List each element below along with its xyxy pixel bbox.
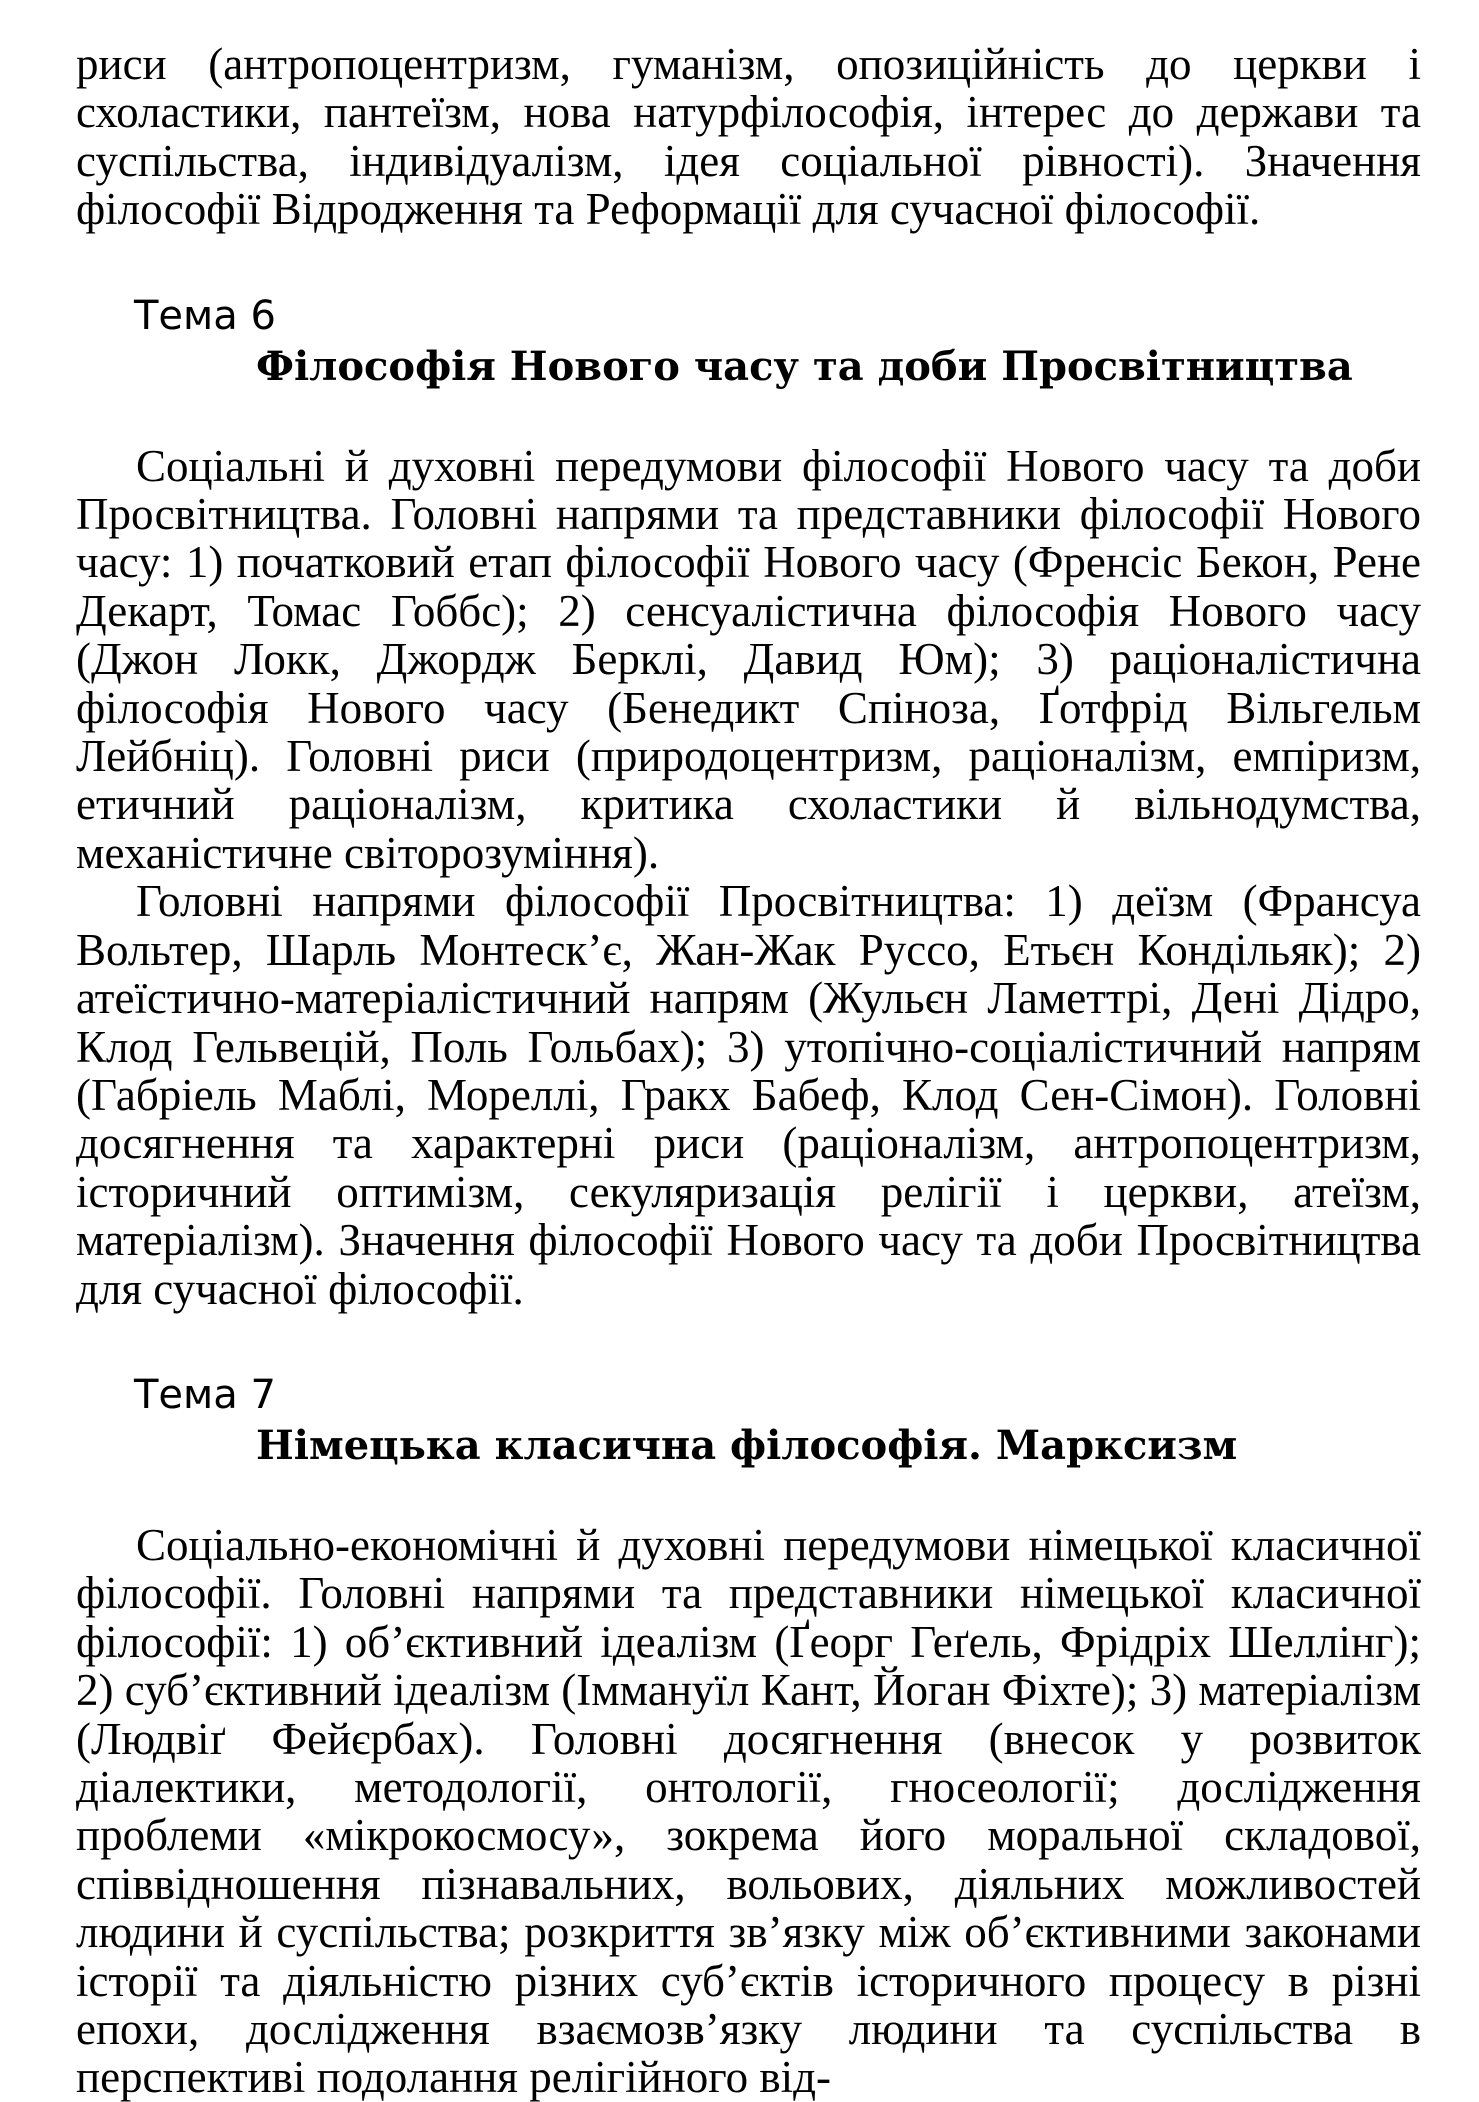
topic-6-label: Тема 6 [134, 292, 276, 339]
topic-6-paragraph-2: Головні напрями філософії Просвітництва: 1) деїзм (Франсуа Вольтер, Шарль Монтеск’є, Жан-Жак Руссо, Етьєн Кондільяк); 2) атеїстично-матеріалістичний напрям (Жульєн Ламеттрі, Дені Дідро, Клод Гельвецій, Поль Гольбах); 3) утопічно-соціалістичний напрям (Габріель Маблі, Мореллі, Гракх Бабеф, Клод Сен-Сімон). Головні досягнення та характерні риси (раціоналізм, антропоцентризм, історичний оптимізм, секуляризація релігії і церкви, атеїзм, матеріалізм). Значення філософії Нового часу та доби Просвітництва для сучасної філософії. [76, 876, 1421, 1314]
document-page [76, 40, 1421, 2102]
topic-7-paragraph-1: Соціально-економічні й духовні передумови німецької класичної філософії. Головні напрями та представники німецької класичної філософії: 1) об’єктивний ідеалізм (Ґеорг Геґель, Фрідріх Шеллінг); 2) суб’єктивний ідеалізм (Іммануїл Кант, Йоган Фіхте); 3) матеріалізм (Людвіґ Фейєрбах). Головні досягнення (внесок у розвиток діалектики, методології, онтології, гносеології; дослідження проблеми «мікрокосмосу», зокрема його моральної складової, співвідношення пізнавальних, вольових, діяльних можливостей людини й суспільства; розкриття зв’язку між об’єктивними законами історії та діяльністю різних суб’єктів історичного процесу в різні епохи, дослідження взаємозв’язку людини та суспільства в перспективі подолання релігійного від- [76, 1519, 1421, 2102]
intro-paragraph: риси (антропоцентризм, гуманізм, опозиційність до церкви і схоластики, пантеїзм, нова натурфілософія, інтерес до держави та суспільства, індивідуалізм, ідея соціальної рівності). Значення філософії Відродження та Реформації для сучасної філософії. [76, 39, 1421, 235]
topic-6-title: Філософія Нового часу та доби Просвітництва [256, 342, 1353, 390]
topic-7-label: Тема 7 [134, 1371, 276, 1418]
topic-6-paragraph-1: Соціальні й духовні передумови філософії Нового часу та доби Просвітництва. Головні напрями та представники філософії Нового часу: 1) початковий етап філософії Нового часу (Френсіс Бекон, Рене Декарт, Томас Гоббс); 2) сенсуалістична філософія Нового часу (Джон Локк, Джордж Берклі, Давид Юм); 3) раціоналістична філософія Нового часу (Бенедикт Спіноза, Ґотфрід Вільгельм Лейбніц). Головні риси (природоцентризм, раціоналізм, емпіризм, етичний раціоналізм, критика схоластики й вільнодумства, механістичне світорозуміння). [76, 440, 1421, 878]
topic-7-title: Німецька класична філософія. Марксизм [256, 1421, 1238, 1469]
